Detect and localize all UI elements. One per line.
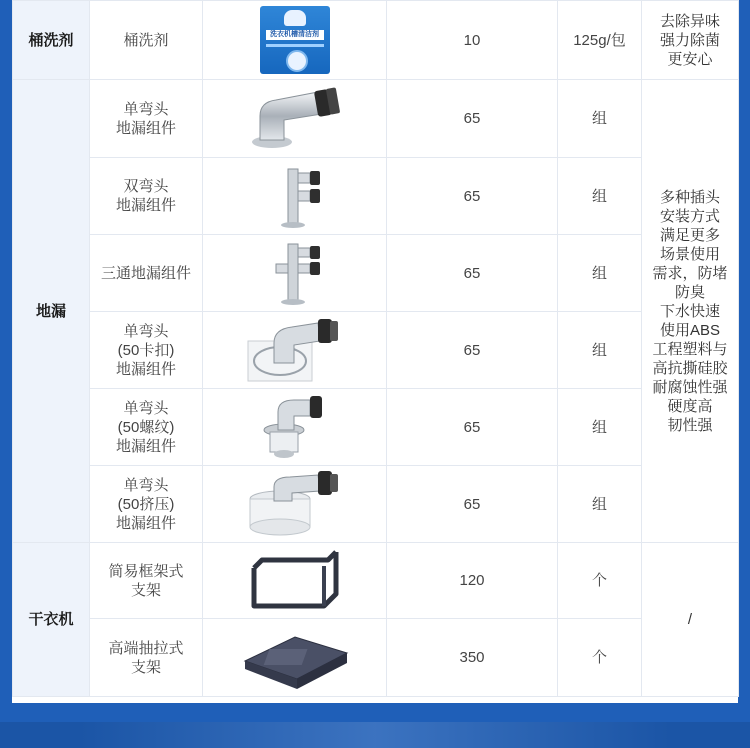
quantity: 65 bbox=[387, 389, 558, 466]
category-cell: 干衣机 bbox=[13, 543, 90, 697]
feature-note: / bbox=[642, 543, 739, 697]
table-row bbox=[13, 389, 739, 466]
item-name: 桶洗剂 bbox=[90, 1, 203, 80]
product-image-cell bbox=[203, 1, 387, 80]
quantity: 65 bbox=[387, 235, 558, 312]
product-image-cell bbox=[203, 235, 387, 312]
product-image-cell bbox=[203, 619, 387, 697]
detergent-package-image: 洗衣机槽清洁剂 bbox=[260, 6, 330, 74]
quantity: 65 bbox=[387, 158, 558, 235]
product-table bbox=[12, 0, 739, 697]
quantity: 65 bbox=[387, 312, 558, 389]
table-row bbox=[13, 619, 739, 697]
feature-note: 去除异味 强力除菌 更安心 bbox=[642, 1, 739, 80]
table-row bbox=[13, 158, 739, 235]
quantity: 65 bbox=[387, 80, 558, 158]
item-name: 简易框架式 支架 bbox=[90, 543, 203, 619]
unit: 组 bbox=[558, 312, 642, 389]
unit: 125g/包 bbox=[558, 1, 642, 80]
category-cell: 桶洗剂 bbox=[13, 1, 90, 80]
double-elbow-drain-image bbox=[260, 161, 330, 231]
unit: 组 bbox=[558, 389, 642, 466]
table-row bbox=[13, 235, 739, 312]
product-image-cell bbox=[203, 466, 387, 543]
item-name: 双弯头 地漏组件 bbox=[90, 158, 203, 235]
table-row bbox=[13, 543, 739, 619]
unit: 个 bbox=[558, 543, 642, 619]
quantity: 65 bbox=[387, 466, 558, 543]
item-name: 单弯头 地漏组件 bbox=[90, 80, 203, 158]
single-elbow-clip-drain-image bbox=[240, 315, 350, 385]
unit: 组 bbox=[558, 80, 642, 158]
item-name: 单弯头 (50卡扣) 地漏组件 bbox=[90, 312, 203, 389]
product-image-cell bbox=[203, 543, 387, 619]
simple-frame-bracket-image bbox=[240, 546, 350, 616]
single-elbow-thread-drain-image bbox=[250, 392, 340, 462]
single-elbow-drain-image bbox=[240, 84, 350, 154]
item-name: 单弯头 (50螺纹) 地漏组件 bbox=[90, 389, 203, 466]
table-row bbox=[13, 312, 739, 389]
table-row bbox=[13, 80, 739, 158]
item-name: 单弯头 (50挤压) 地漏组件 bbox=[90, 466, 203, 543]
table-row bbox=[13, 1, 739, 80]
product-table-panel bbox=[12, 0, 738, 703]
unit: 组 bbox=[558, 235, 642, 312]
unit: 组 bbox=[558, 466, 642, 543]
unit: 个 bbox=[558, 619, 642, 697]
feature-note: 多种插头 安装方式 满足更多 场景使用 需求，防堵 防臭 下水快速 使用ABS 工程塑料与 高抗撕硅胶 耐腐蚀性强 硬度高 韧性强 bbox=[642, 80, 739, 543]
category-cell: 地漏 bbox=[13, 80, 90, 543]
product-image-cell bbox=[203, 80, 387, 158]
product-image-cell bbox=[203, 312, 387, 389]
quantity: 120 bbox=[387, 543, 558, 619]
table-row bbox=[13, 466, 739, 543]
product-image-cell bbox=[203, 389, 387, 466]
quantity: 10 bbox=[387, 1, 558, 80]
unit: 组 bbox=[558, 158, 642, 235]
product-image-cell bbox=[203, 158, 387, 235]
item-name: 三通地漏组件 bbox=[90, 235, 203, 312]
bottom-banner bbox=[0, 722, 750, 748]
pull-out-bracket-image bbox=[235, 623, 355, 693]
three-way-drain-image bbox=[260, 238, 330, 308]
quantity: 350 bbox=[387, 619, 558, 697]
single-elbow-press-drain-image bbox=[240, 469, 350, 539]
item-name: 高端抽拉式 支架 bbox=[90, 619, 203, 697]
